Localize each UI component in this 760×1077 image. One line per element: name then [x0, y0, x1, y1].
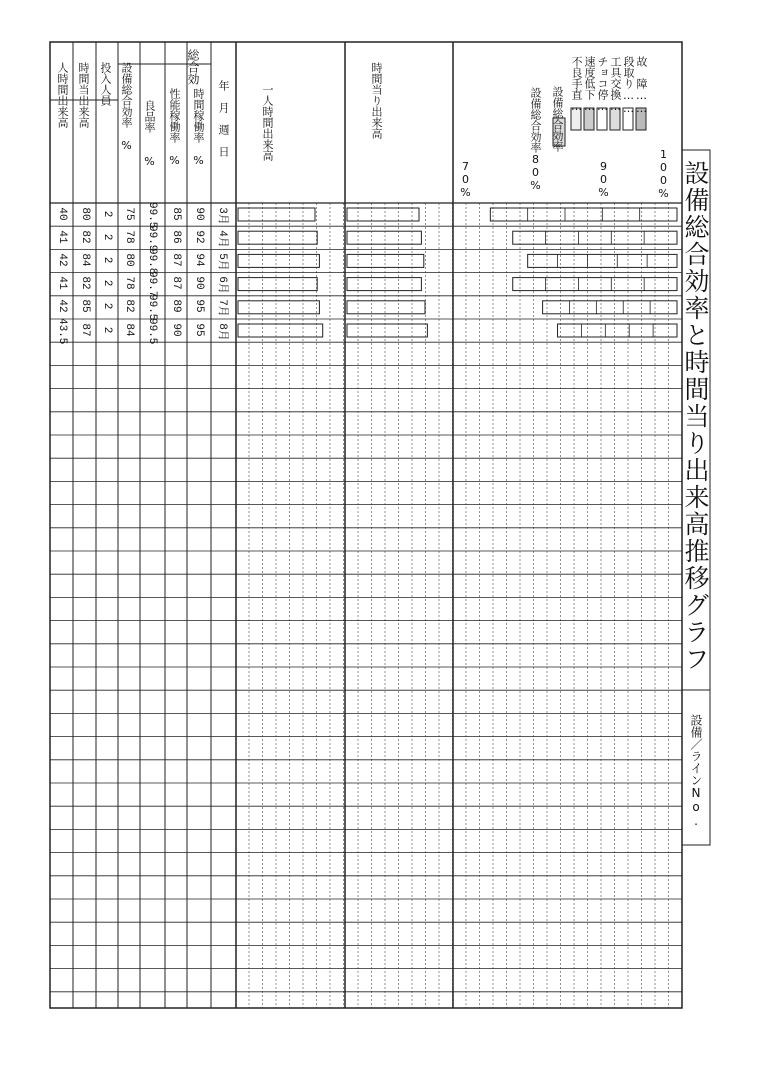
cell-per-person: 40 — [56, 206, 68, 221]
per-person-bar — [238, 254, 319, 267]
cell-hourly-output: 85 — [79, 299, 91, 313]
cell-oee: 82 — [123, 299, 135, 313]
cell-perf-rate: 87 — [170, 253, 182, 267]
legend-item-setup: 段取り…… — [622, 56, 635, 115]
cell-time-rate: 92 — [193, 230, 205, 244]
cell-time-rate: 90 — [193, 276, 205, 290]
legend-item-defect-rework: 不良手直… — [570, 56, 583, 113]
cell-time-rate: 95 — [193, 322, 205, 337]
cell-quality: 99.5 — [146, 201, 158, 228]
per-person-bar — [238, 324, 323, 337]
cell-oee: 80 — [123, 253, 135, 267]
cell-workers: 2 — [101, 256, 113, 264]
cell-hourly-output: 80 — [79, 206, 91, 221]
hourly-output-bar — [347, 254, 424, 267]
outer-frame — [50, 42, 682, 1008]
oee-bar — [513, 231, 677, 244]
oee-bar — [513, 278, 677, 291]
cell-perf-rate: 85 — [170, 206, 182, 221]
hourly-output-header: 時間当出来高 — [77, 62, 90, 128]
cell-oee: 78 — [123, 230, 135, 244]
hourly-output-bar — [347, 324, 427, 337]
hourly-output-bar — [347, 231, 421, 244]
pct-100-label: 100% — [657, 148, 670, 200]
quality-header: 良品率 % — [143, 100, 156, 168]
cell-per-person: 42 — [56, 299, 68, 313]
cell-workers: 2 — [101, 303, 113, 310]
cell-oee: 75 — [123, 206, 135, 221]
per-person-bar — [238, 278, 317, 291]
page-title: 設備総合効率と時間当り出来高推移グラフ — [681, 160, 710, 673]
cell-perf-rate: 86 — [170, 230, 182, 244]
cell-date: 6月 — [216, 276, 228, 294]
legend-item-tool-change: 工具交換… — [609, 56, 622, 113]
per-person-bar — [238, 231, 317, 244]
cell-workers: 2 — [101, 326, 113, 333]
oee-header: 設備総合効率 % — [120, 62, 133, 152]
cell-quality: 99.5 — [146, 317, 158, 344]
hourly-output-section-label: 時間当り出来高 — [370, 62, 383, 139]
cell-quality: 99.5 — [146, 294, 158, 321]
pct-70-label: 70% — [459, 160, 472, 199]
legend-item-minor-stop: チョコ停… — [596, 56, 609, 113]
oee-bar — [558, 324, 677, 337]
cell-time-rate: 95 — [193, 299, 205, 313]
cell-oee: 84 — [123, 322, 135, 337]
cell-perf-rate: 90 — [170, 322, 182, 337]
cell-oee: 78 — [123, 276, 135, 290]
workers-header: 投入人員 — [99, 62, 112, 106]
date-header: 年 月 週 日 — [217, 80, 230, 157]
legend-oee-label: 設備総合効率 — [551, 86, 564, 152]
pct-90-label: 90% — [597, 160, 610, 199]
cell-time-rate: 94 — [193, 253, 205, 267]
perf-rate-header: 性能稼働率 % — [168, 88, 181, 167]
cell-quality: 99.9 — [146, 224, 158, 252]
cell-date: 3月 — [216, 206, 228, 225]
cell-date: 8月 — [216, 322, 228, 341]
oee-group-label: 総合効 — [186, 49, 200, 85]
hourly-output-bar — [347, 301, 425, 314]
cell-hourly-output: 82 — [79, 276, 91, 290]
cell-workers: 2 — [101, 210, 113, 217]
oee-bar — [543, 301, 677, 314]
per-person-bar — [238, 301, 319, 314]
cell-hourly-output: 87 — [79, 322, 91, 337]
cell-hourly-output: 82 — [79, 230, 91, 244]
per-person-output-section-label: 一人時間出来高 — [261, 84, 274, 161]
cell-quality: 99.7 — [146, 271, 158, 298]
per-person-bar — [238, 208, 315, 221]
cell-per-person: 41 — [56, 230, 68, 244]
legend-item-breakdown: 故 障…… — [635, 56, 648, 115]
cell-perf-rate: 89 — [170, 299, 182, 313]
cell-per-person: 42 — [56, 253, 68, 267]
cell-date: 4月 — [216, 229, 228, 248]
cell-date: 5月 — [216, 253, 228, 271]
time-rate-header: 時間稼働率 % — [192, 88, 205, 167]
cell-perf-rate: 87 — [170, 276, 182, 290]
cell-time-rate: 90 — [193, 206, 205, 221]
pct-80-label: 設備総合効率80% — [529, 87, 542, 192]
line-number-label: 設備／ラインNo. — [689, 714, 703, 828]
cell-workers: 2 — [101, 233, 113, 241]
cell-date: 7月 — [216, 299, 228, 318]
oee-bar — [490, 208, 677, 221]
cell-hourly-output: 84 — [79, 253, 91, 267]
cell-per-person: 41 — [56, 276, 68, 290]
cell-workers: 2 — [101, 279, 113, 287]
per-person-header: 人時間出来高 — [56, 62, 69, 128]
cell-per-person: 43.5 — [56, 317, 68, 344]
cell-quality: 99.8 — [146, 248, 158, 275]
legend-item-speed-loss: 速度低下… — [583, 56, 596, 113]
oee-bar — [528, 254, 677, 267]
